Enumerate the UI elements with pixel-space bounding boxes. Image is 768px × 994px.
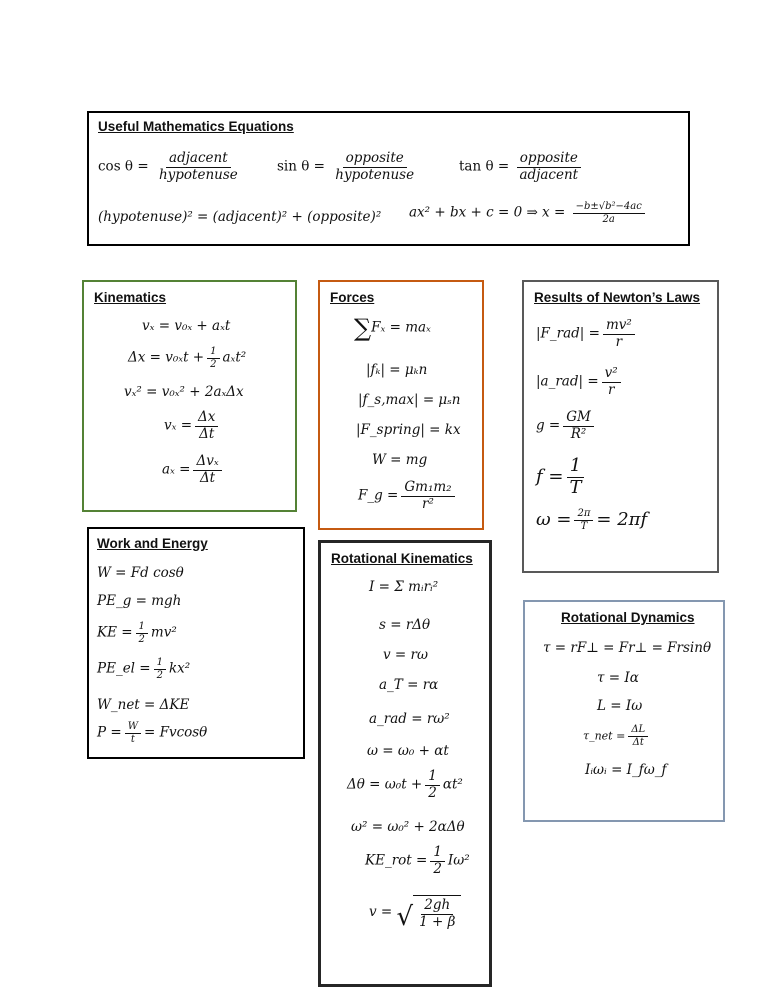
kinematics-displacement-equation: Δx = v₀ₓt + $\frac{1}{2}$ aₓt² — [128, 346, 247, 370]
frequency-equation: f = $\frac{1}{T}$ — [536, 456, 587, 498]
tangential-velocity-equation: v = rω — [383, 647, 428, 663]
gravitational-pe-equation: PE_g = mgh — [97, 593, 182, 609]
angular-momentum-equation: L = Iω — [597, 698, 643, 714]
rotational-dynamics-title: Rotational Dynamics — [561, 610, 695, 625]
angular-momentum-conservation-equation: Iᵢωᵢ = I_fω_f — [585, 762, 667, 778]
kinetic-energy-equation: KE = $\frac{1}{2}$ mv² — [97, 621, 177, 645]
kinematics-avg-velocity-equation: vₓ = $\frac{\Delta x}{\Delta t}$ — [164, 410, 221, 442]
forces-gravitation: F_g = $\frac{\text{Gm₁m₂}}{\text{r²}}$ — [358, 480, 458, 512]
rotational-dynamics-box — [523, 600, 725, 822]
forces-static-friction: |f_s,max| = μₛn — [358, 392, 461, 408]
moment-of-inertia-equation: I = Σ mᵢrᵢ² — [369, 579, 439, 595]
forces-weight: W = mg — [372, 452, 428, 468]
kinematics-velocity-equation: vₓ = v₀ₓ + aₓt — [142, 318, 231, 334]
quadratic-equation: ax² + bx + c = 0 ⇒ x = $\frac{\text{−b±√b²−4ac}}{2a}$ — [409, 201, 648, 225]
arc-length-equation: s = rΔθ — [379, 617, 431, 633]
kinematics-velocity-squared-equation: vₓ² = v₀ₓ² + 2aₓΔx — [124, 384, 244, 400]
net-torque-equation: τ_net = $\frac{\Delta L}{\Delta t}$ — [583, 724, 651, 748]
pythagorean-equation: (hypotenuse)² = (adjacent)² + (opposite)² — [98, 209, 382, 225]
tangential-acceleration-equation: a_T = rα — [379, 677, 439, 693]
forces-box — [318, 280, 484, 530]
math-box-title: Useful Mathematics Equations — [98, 119, 294, 134]
work-energy-title: Work and Energy — [97, 536, 208, 551]
kinematics-avg-acceleration-equation: aₓ = $\frac{\text{Δvₓ}}{\Delta t}$ — [162, 454, 225, 486]
newton-results-title: Results of Newton’s Laws — [534, 290, 701, 305]
angular-velocity-squared-equation: ω² = ω₀² + 2αΔθ — [351, 819, 465, 835]
rotational-kinematics-title: Rotational Kinematics — [331, 551, 473, 566]
gravity-acceleration-equation: g = $\frac{GM}{\text{R²}}$ — [536, 410, 597, 442]
torque-equation: τ = rF⊥ = Fr⊥ = Frsinθ — [543, 640, 712, 656]
work-equation: W = Fd cosθ — [97, 565, 184, 581]
radial-acceleration-rot-equation: a_rad = rω² — [369, 711, 450, 727]
rotational-kinematics-box — [318, 540, 492, 987]
math-equations-box — [87, 111, 690, 246]
power-equation: P = $\frac{W}{t}$ = Fvcosθ — [97, 721, 208, 745]
newton-results-box — [522, 280, 719, 573]
tan-equation: tan θ = $\frac{\text{opposite}}{\text{adjacent}}$ — [459, 151, 584, 183]
radial-force-equation: |F_rad| = $\frac{\text{mv²}}{r}$ — [536, 318, 638, 350]
angular-frequency-equation: ω = $\frac{2\pi}{T}$ = 2πf — [536, 508, 648, 532]
rolling-velocity-equation: v = √ $\frac{2gh}{1 + \beta}$ — [369, 895, 461, 930]
angular-velocity-equation: ω = ω₀ + αt — [367, 743, 449, 759]
forces-spring-force: |F_spring| = kx — [356, 422, 461, 438]
sin-equation: sin θ = $\frac{\text{opposite}}{\text{hypotenuse}}$ — [277, 150, 415, 183]
elastic-pe-equation: PE_el = $\frac{1}{2}$ kx² — [97, 657, 191, 681]
cos-equation: cos θ = $\frac{\text{adjacent}}{\text{hypotenuse}}$ — [98, 150, 238, 183]
forces-title: Forces — [330, 290, 375, 305]
work-energy-theorem: W_net = ΔKE — [97, 697, 190, 713]
radial-acceleration-equation: |a_rad| = $\frac{\text{v²}}{r}$ — [536, 366, 624, 398]
forces-newton-second-law: ∑Fₓ = maₓ — [354, 314, 431, 342]
kinematics-title: Kinematics — [94, 290, 167, 305]
work-energy-box — [87, 527, 305, 759]
kinematics-box — [82, 280, 297, 512]
rotational-ke-equation: KE_rot = $\frac{1}{2}$ Iω² — [365, 844, 470, 877]
forces-kinetic-friction: |fₖ| = μₖn — [366, 362, 428, 378]
angular-displacement-equation: Δθ = ω₀t + $\frac{1}{2}$ αt² — [347, 768, 463, 801]
torque-inertia-equation: τ = Iα — [597, 670, 639, 686]
